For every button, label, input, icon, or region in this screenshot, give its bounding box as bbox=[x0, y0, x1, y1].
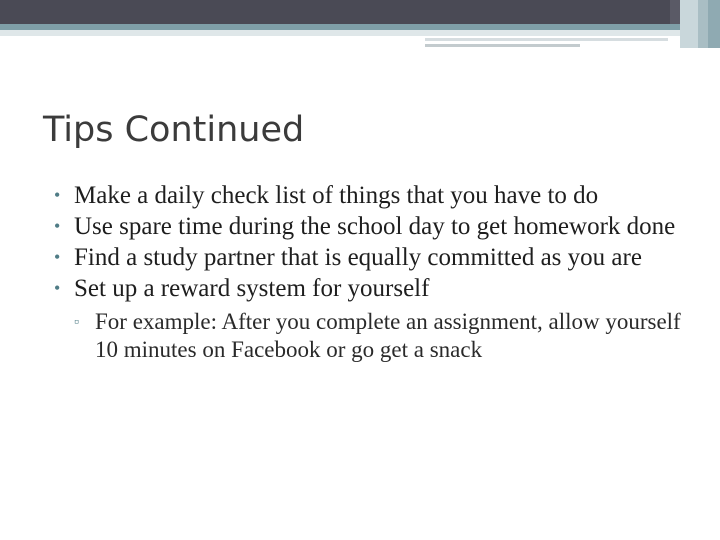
bullet-marker-icon: • bbox=[54, 216, 61, 236]
bullet-text: Set up a reward system for yourself bbox=[74, 275, 430, 302]
header-accent-line bbox=[425, 38, 668, 41]
bullet-item bbox=[52, 211, 692, 242]
header-corner-block bbox=[698, 0, 708, 48]
sub-bullet-marker-icon: ▫ bbox=[74, 315, 79, 330]
bullet-text: Use spare time during the school day to get homework done bbox=[74, 213, 676, 240]
header-corner-block bbox=[708, 0, 720, 48]
header-corner-block bbox=[680, 0, 698, 48]
bullet-marker-icon: • bbox=[54, 247, 61, 267]
bullet-marker-icon: • bbox=[54, 278, 61, 298]
header-light-strip bbox=[0, 30, 720, 36]
bullet-item bbox=[52, 180, 692, 211]
slide-title: Tips Continued bbox=[43, 110, 305, 150]
header-accent-line-short bbox=[425, 44, 580, 47]
slide-body bbox=[52, 180, 692, 364]
bullet-marker-icon: • bbox=[54, 185, 61, 205]
bullet-text: Make a daily check list of things that you have to do bbox=[74, 182, 599, 209]
bullet-text: Find a study partner that is equally committed as you are bbox=[74, 244, 642, 271]
sub-bullet-text: For example: After you complete an assignment, allow yourself 10 minutes on Facebook or go get a snack bbox=[95, 309, 681, 362]
bullet-item bbox=[52, 242, 692, 273]
header-band bbox=[0, 0, 720, 24]
sub-bullet-item bbox=[74, 308, 685, 364]
header-corner-dark bbox=[670, 0, 680, 24]
bullet-item bbox=[52, 273, 692, 304]
